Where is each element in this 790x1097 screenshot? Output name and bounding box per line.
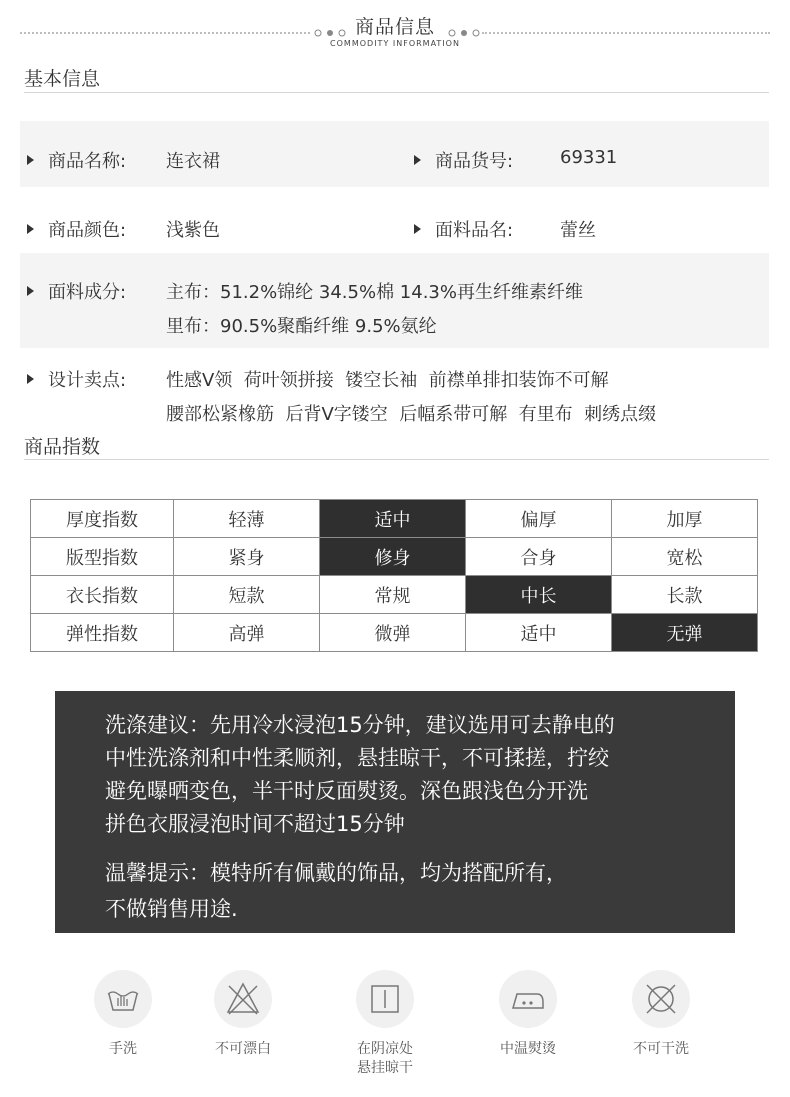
care-label: 中温熨烫: [500, 1041, 556, 1057]
product-color-value: 浅紫色: [166, 220, 220, 241]
wash-line: 拼色衣服浸泡时间不超过15分钟: [105, 812, 405, 836]
product-index-rule: [24, 459, 769, 460]
index-option: 高弹: [174, 614, 320, 652]
care-item-shade-hang-dry: [330, 970, 440, 1078]
index-row-elasticity: [31, 614, 758, 652]
shade-hang-dry-icon: [356, 970, 414, 1028]
index-row-length: [31, 576, 758, 614]
page-title: 商品信息: [354, 16, 435, 38]
wash-instructions-box: [55, 691, 735, 933]
index-option: 紧身: [174, 538, 320, 576]
no-bleach-icon: [214, 970, 272, 1028]
basic-info-rule: [24, 92, 769, 93]
care-label-line2: 悬挂晾干: [357, 1060, 413, 1076]
bullet-triangle-icon: [27, 286, 34, 296]
index-option: 宽松: [612, 538, 758, 576]
index-option-selected: 无弹: [612, 614, 758, 652]
tip-line: 不做销售用途.: [105, 897, 238, 921]
index-option-selected: 修身: [320, 538, 466, 576]
index-option: 常规: [320, 576, 466, 614]
care-label: 不可干洗: [633, 1041, 689, 1057]
index-option-selected: 适中: [320, 500, 466, 538]
bullet-triangle-icon: [414, 155, 421, 165]
header-ornament-right: [446, 28, 482, 38]
care-label: 手洗: [109, 1041, 137, 1057]
index-row-name: 衣长指数: [31, 576, 174, 614]
product-sku-value: 69331: [560, 147, 618, 168]
index-option: 合身: [466, 538, 612, 576]
index-option-selected: 中长: [466, 576, 612, 614]
medium-iron-icon: [499, 970, 557, 1028]
bullet-triangle-icon: [414, 224, 421, 234]
wash-line: 避免曝晒变色，半干时反面熨烫。深色跟浅色分开洗: [105, 779, 588, 803]
no-dry-clean-icon: [632, 970, 690, 1028]
product-index-table: [30, 499, 758, 652]
design-points-line1: 性感V领 荷叶领拼接 镂空长袖 前襟单排扣装饰不可解: [166, 370, 609, 391]
index-option: 短款: [174, 576, 320, 614]
index-option: 长款: [612, 576, 758, 614]
fabric-name-value: 蕾丝: [560, 220, 596, 241]
index-option: 微弹: [320, 614, 466, 652]
index-row-thickness: [31, 500, 758, 538]
index-row-name: 版型指数: [31, 538, 174, 576]
basic-info-title: 基本信息: [24, 68, 101, 90]
product-index-title: 商品指数: [24, 436, 101, 458]
care-item-no-bleach: [188, 970, 298, 1059]
care-item-medium-iron: [473, 970, 583, 1059]
wash-line: 洗涤建议：先用冷水浸泡15分钟，建议选用可去静电的: [105, 713, 615, 737]
tip-line: 温馨提示：模特所有佩戴的饰品，均为搭配所有，: [105, 861, 567, 885]
index-row-name: 厚度指数: [31, 500, 174, 538]
fabric-name-label: 面料品名:: [414, 216, 513, 242]
design-points-label: 设计卖点:: [27, 366, 126, 392]
page-subtitle: COMMODITY INFORMATION: [330, 39, 460, 48]
product-name-label: 商品名称:: [27, 147, 126, 173]
info-band-1: [20, 121, 769, 187]
care-item-hand-wash: [68, 970, 178, 1059]
product-name-value: 连衣裙: [166, 151, 220, 172]
product-color-label: 商品颜色:: [27, 216, 126, 242]
fabric-composition-label: 面料成分:: [27, 278, 126, 304]
fabric-lining-value: 里布：90.5%聚酯纤维 9.5%氨纶: [166, 316, 437, 337]
header-divider-right: [482, 32, 770, 34]
index-row-fit: [31, 538, 758, 576]
wash-line: 中性洗涤剂和中性柔顺剂，悬挂晾干，不可揉搓，拧绞: [105, 746, 609, 770]
fabric-main-value: 主布：51.2%锦纶 34.5%棉 14.3%再生纤维素纤维: [166, 282, 583, 303]
bullet-triangle-icon: [27, 374, 34, 384]
care-label: 不可漂白: [215, 1041, 271, 1057]
product-sku-label: 商品货号:: [414, 147, 513, 173]
index-option: 适中: [466, 614, 612, 652]
design-points-line2: 腰部松紧橡筋 后背V字镂空 后幅系带可解 有里布 刺绣点缀: [166, 404, 657, 425]
index-row-name: 弹性指数: [31, 614, 174, 652]
bullet-triangle-icon: [27, 155, 34, 165]
bullet-triangle-icon: [27, 224, 34, 234]
care-item-no-dry-clean: [606, 970, 716, 1059]
index-option: 轻薄: [174, 500, 320, 538]
care-label: [330, 1040, 440, 1078]
index-option: 加厚: [612, 500, 758, 538]
index-option: 偏厚: [466, 500, 612, 538]
hand-wash-icon: [94, 970, 152, 1028]
care-label-line1: 在阴凉处: [357, 1041, 413, 1057]
